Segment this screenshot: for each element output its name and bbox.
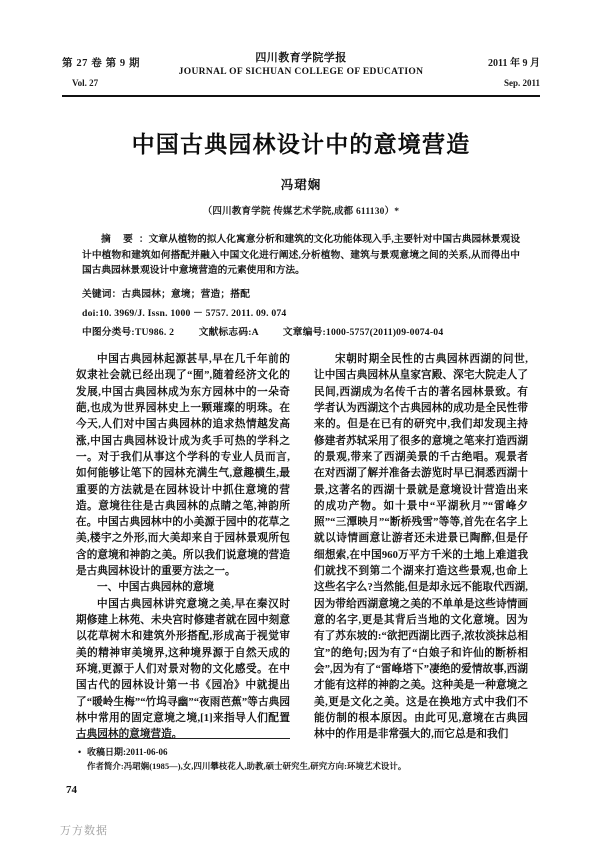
masthead-date: [488, 52, 540, 92]
bullet-icon: •: [78, 747, 82, 757]
paragraph: 中国古典园林讲究意境之美,早在秦汉时期修建上林苑、未央宫时修建者就在园中刻意以花草树木和建筑外形搭配,形成高于视觉审美的精神审美境界,这种境界源于自然天成的环境,更源于人们对景对物的文化感受。在中国古代的园林设计第一书《园冶》中就提出了“暖岭生梅”“竹坞寻幽”“夜雨芭蕉”等古典园林中常用的固定意境之境,[1]来指导人们配置古典园林的意境营造。: [76, 598, 290, 741]
masthead-divider: [62, 95, 540, 97]
author-affiliation: （四川教育学院 传媒艺术学院,成都 611130）*: [202, 207, 400, 217]
classification-row: [82, 324, 520, 338]
masthead-journal: [62, 52, 540, 78]
body-column-left: [76, 352, 290, 741]
journal-title-en: JOURNAL OF SICHUAN COLLEGE OF EDUCATION: [178, 66, 424, 77]
abstract-text: ：文章从植物的拟人化寓意分析和建筑的文化功能体现入手,主要针对中国古典园林景观设计中植物和建筑如何搭配并融入中国文化进行阐述,分析植物、建筑与景观意境之间的关系,从而得出中国古典园林景观设计中意境营造的元素使用和方法。: [82, 234, 521, 277]
issue-date-cn: 2011 年 9 月: [488, 58, 540, 69]
footnote-block: [78, 745, 528, 775]
volume-cn: 第 27 卷 第 9 期: [62, 58, 141, 69]
paragraph: 宋朝时期全民性的古典园林西湖的问世,让中国古典园林从皇家宫殿、深宅大院走人了民间,西湖成为名传千古的著名园林景致。有学者认为西湖这个古典园林的成功是全民性带来的。但是在已有的研究中,我们却发现主持修建者苏轼采用了很多的意境之笔来打造西湖的景观,带来了西湖美景的千古绝唱。观景者在对西湖了解并准备去游览时早已洞悉西湖十景,这著名的西湖十景就是意境设计营造出来的成功产物。如十景中“平湖秋月”“雷峰夕照”“三潭映月”“断桥残雪”等等,首先在名字上就以诗情画意让游者还未进景已陶醉,但是仔细想索,在中国960万平方千米的土地上难道我们就找不到第二个湖来打造这些景观,也命上这些名字么?当然能,但是却永远不能取代西湖,因为带给西湖意境之美的不单单是这些诗情画意的名字,更是其背后当地的文化意境。因为有了苏东坡的:“欲把西湖比西子,浓妆淡抹总相宜”的绝句;因为有了“白娘子和许仙的断桥相会”,因为有了“雷峰塔下”凄绝的爱情故事,西湖才能有这样的神韵之美。这种美是一种意境之美,更是文化之美。这是在换地方式中我们不能仿制的根本原因。由此可见,意境在古典园林中的作用是非常强大的,而它总是和我们: [314, 354, 528, 741]
abstract-block: [82, 232, 520, 279]
document-code: 文献标志码:A: [198, 327, 259, 339]
abstract-label: 摘 要: [101, 234, 138, 245]
masthead: [62, 52, 540, 92]
volume-en: Vol. 27: [72, 78, 99, 88]
page-title: 中国古典园林设计中的意境营造: [131, 132, 471, 158]
author-bio: 作者简介:冯珺娴(1985—),女,四川攀枝花人,助教,硕士研究生,研究方向:环境艺术设计。: [87, 762, 407, 772]
page-number: 74: [66, 784, 77, 796]
article-id: 文章编号:1000-5757(2011)09-0074-04: [282, 327, 444, 339]
article-metadata: [82, 232, 520, 338]
keywords-line: 关键词：古典园林；意境；营造；搭配: [82, 289, 251, 301]
footnote-divider: [76, 738, 290, 739]
journal-title-cn: 四川教育学院学报: [255, 52, 347, 64]
paragraph: 中国古典园林起源甚早,早在几千年前的奴隶社会就已经出现了“囿”,随着经济文化的发展,中国古典园林成为东方园林中的一朵奇葩,也成为世界园林史上一颗璀璨的明珠。在今天,人们对中国古典园林的追求热情越发高涨,中国古典园林设计成为炙手可热的学科之一。对于我们从事这个学科的专业人员而言,如何能够让笔下的园林充满生气,意趣横生,最重要的方法就是在园林设计中抓住意境的营造。意境往往是古典园林的点睛之笔,神韵所在。中国古典园林中的小美源于园中的花草之美,楼宇之外形,而大美却来自于园林景观所包含的意境和神韵之美。所以我们说意境的营造是古典园林设计的重要方法之一。: [76, 354, 290, 578]
received-date: 收稿日期:2011-06-06: [87, 747, 168, 757]
database-watermark: 万方数据: [60, 825, 108, 837]
body-column-right: [314, 352, 528, 741]
doi-line: doi:10. 3969/J. Issn. 1000 － 5757. 2011. 09. 074: [82, 308, 287, 320]
section-heading-1: 一、中国古典园林的意境: [97, 582, 215, 594]
received-date-line: [78, 745, 528, 760]
author-name: 冯珺娴: [280, 178, 322, 192]
body-columns: [76, 352, 528, 741]
issue-date-en: Sep. 2011: [503, 78, 540, 88]
clc-number: 中图分类号:TU986. 2: [82, 327, 175, 339]
